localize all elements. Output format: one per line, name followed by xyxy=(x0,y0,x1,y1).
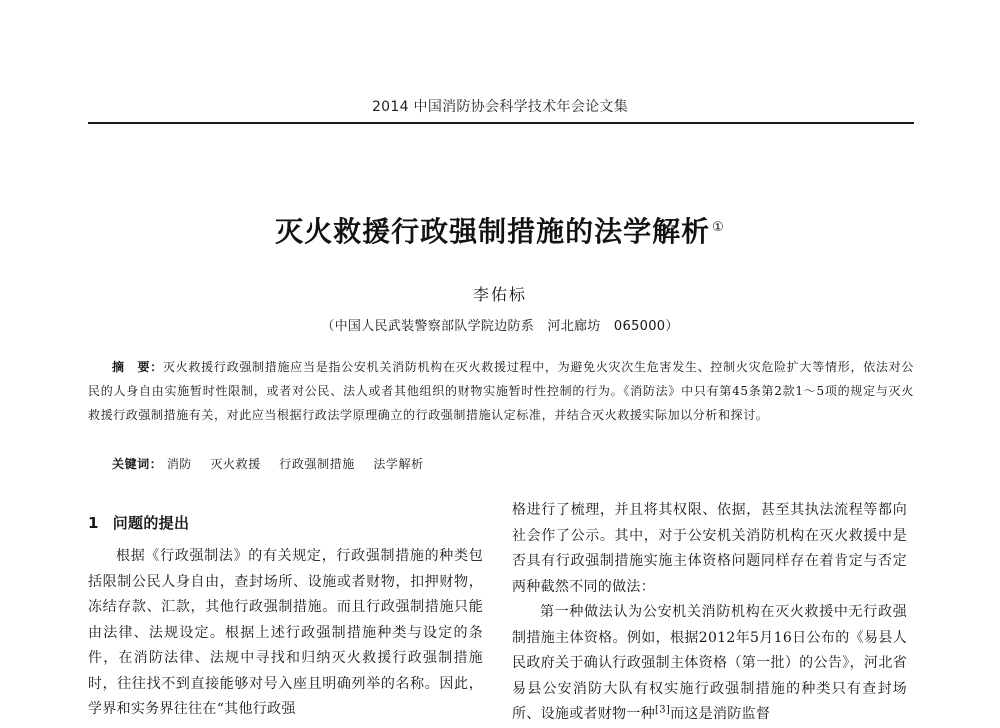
abstract-text: 灭火救援行政强制措施应当是指公安机关消防机构在灭火救援过程中，为避免火灾次生危害发生、控制火灾危险扩大等情形，依法对公民的人身自由实施暂时性限制，或者对公民、法人或者其他组织的财物实施暂时性控制的行为。《消防法》中只有第45条第2款1～5项的规定与灭火救援行政强制措施有关，对此应当根据行政法学原理确立的行政强制措施认定标准，并结合灭火救援实际加以分析和探讨。 xyxy=(88,360,915,422)
paper-title xyxy=(0,210,1000,250)
body-paragraph: 根据《行政强制法》的有关规定，行政强制措施的种类包括限制公民人身自由，查封场所、设施或者财物，扣押财物，冻结存款、汇款，其他行政强制措施。而且行政强制措施只能由法律、法规设定。根据上述行政强制措施种类与设定的条件，在消防法律、法规中寻找和归纳灭火救援行政强制措施时，往往找不到直接能够对号入座且明确列举的名称。因此，学界和实务界往往在“其他行政强 xyxy=(88,548,483,717)
body-paragraph xyxy=(512,600,907,728)
section-title: 问题的提出 xyxy=(112,514,190,532)
paper-title-text: 灭火救援行政强制措施的法学解析 xyxy=(275,215,711,248)
paragraph-text: 而这是消防监督 xyxy=(670,706,771,722)
author: 李佑标 xyxy=(472,285,527,304)
body-paragraph: 格进行了梳理，并且将其权限、依据，甚至其执法流程等都向社会作了公示。其中，对于公安机关消防机构在灭火救援中是否具有行政强制措施实施主体资格问题同样存在着肯定与否定两种截然不同的做法： xyxy=(512,502,907,595)
title-footnote-mark[interactable]: ① xyxy=(712,219,725,235)
left-column xyxy=(88,498,483,723)
right-column xyxy=(512,498,907,728)
paragraph-text: 第一种做法认为公安机关消防机构在灭火救援中无行政强制措施主体资格。例如，根据2012年5月16日公布的《易县人民政府关于确认行政强制主体资格（第一批）的公告》，河北省易县公安消防大队有权实施行政强制措施的种类只有查封场所、设施或者财物一种 xyxy=(512,604,907,722)
keyword: 灭火救援 xyxy=(210,457,261,471)
keyword: 行政强制措施 xyxy=(279,457,355,471)
affiliation: （中国人民武装警察部队学院边防系 河北廊坊 065000） xyxy=(321,319,679,334)
citation-marker[interactable]: [3] xyxy=(655,704,671,716)
abstract-label: 摘 要： xyxy=(112,360,163,374)
running-header: 2014 中国消防协会科学技术年会论文集 xyxy=(371,99,629,115)
section-number: 1 xyxy=(88,514,99,532)
keyword: 法学解析 xyxy=(373,457,424,471)
keywords-label: 关键词： xyxy=(112,457,163,471)
section-heading xyxy=(88,510,483,536)
header-rule xyxy=(88,122,914,124)
keyword: 消防 xyxy=(166,457,193,471)
abstract xyxy=(88,355,914,427)
keywords xyxy=(112,455,438,472)
